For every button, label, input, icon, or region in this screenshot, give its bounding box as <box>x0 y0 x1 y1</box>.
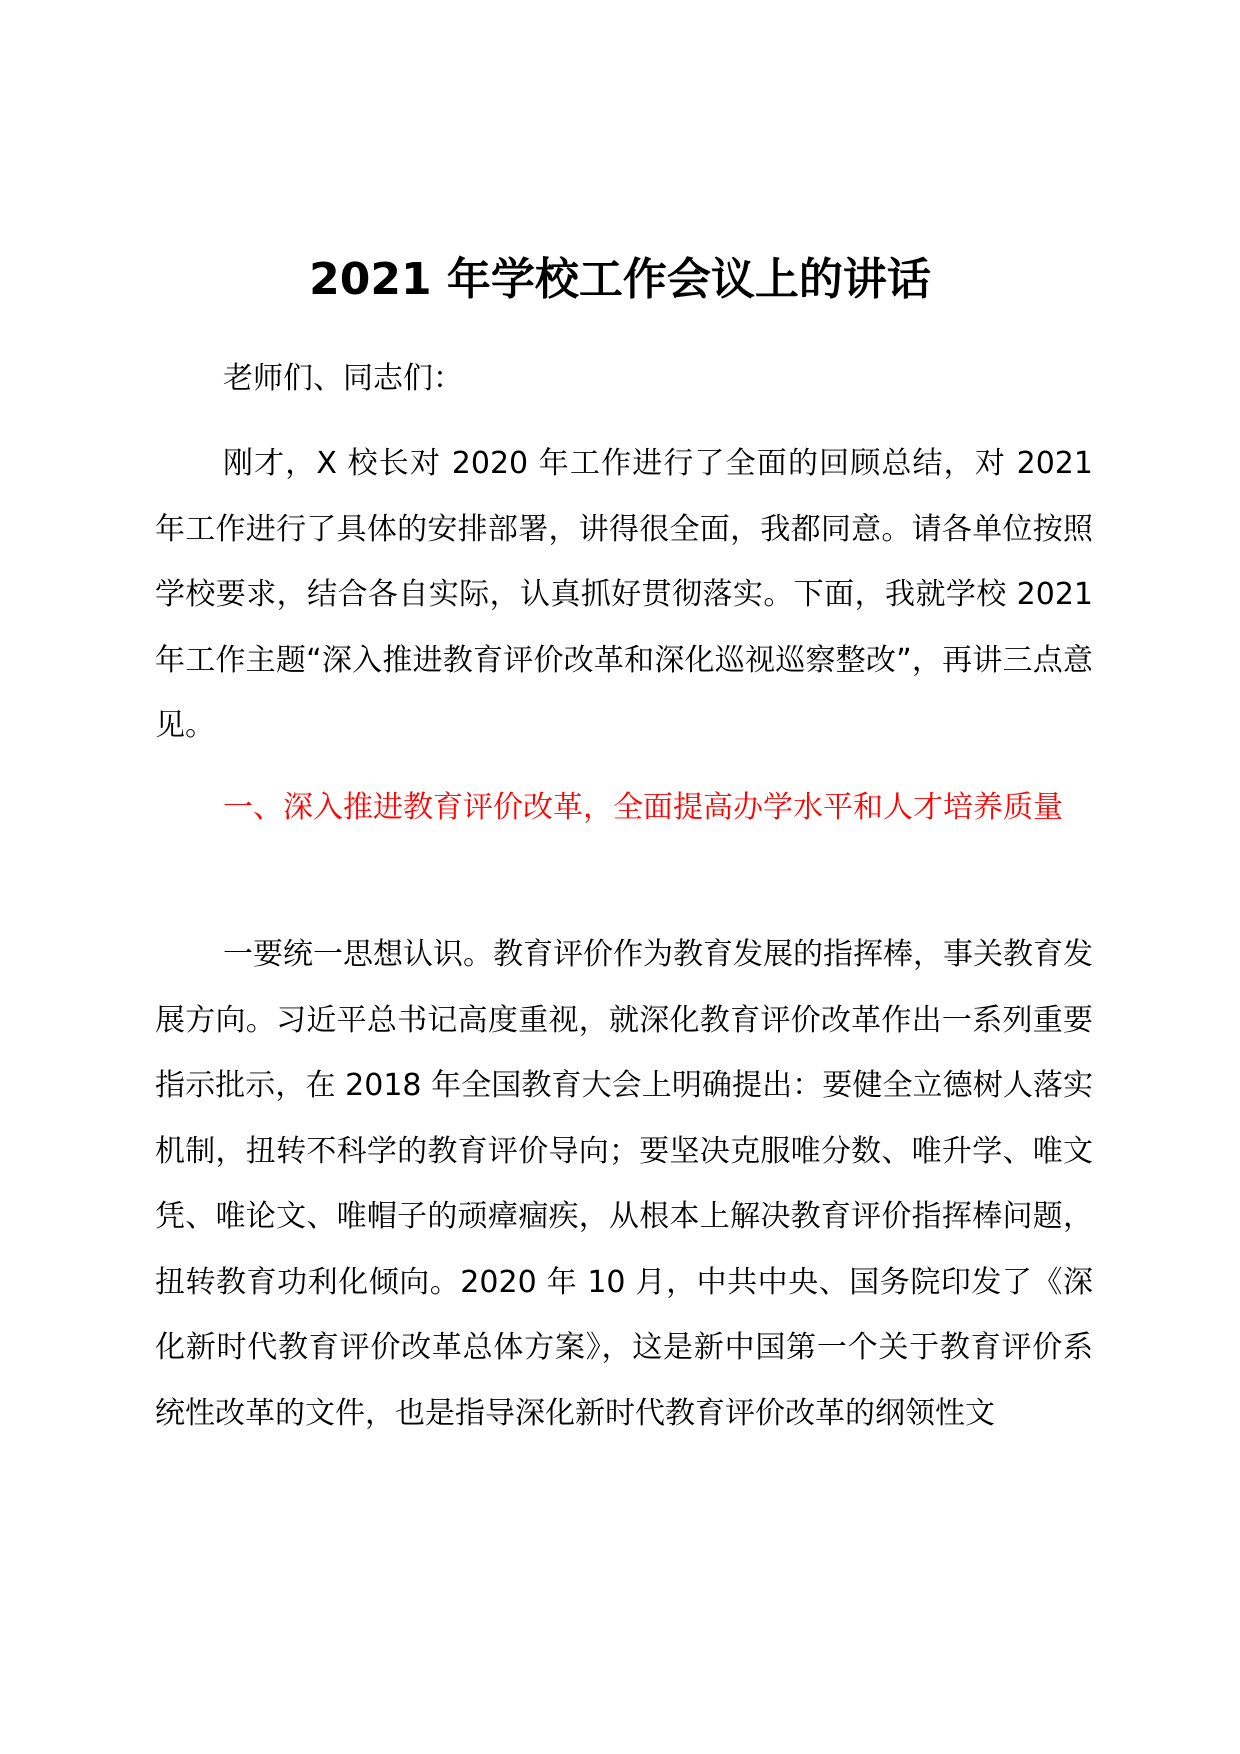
greeting: 老师们、同志们： <box>223 361 463 396</box>
section-heading-1: 一、深入推进教育评价改革，全面提高办学水平和人才培养质量 <box>223 790 1063 825</box>
paragraph-intro: 刚才，X 校长对 2020 年工作进行了全面的回顾总结，对 2021 年工作进行了具体的安排部署，讲得很全面，我都同意。请各单位按照学校要求，结合各自实际，认真抓好贯彻落实。下面，我就学校 2021 年工作主题“深入推进教育评价改革和深化巡视巡察整改”，再讲三点意见。 <box>155 446 1093 743</box>
document-title: 2021 年学校工作会议上的讲话 <box>309 254 931 305</box>
paragraph-unify-thinking: 一要统一思想认识。教育评价作为教育发展的指挥棒，事关教育发展方向。习近平总书记高度重视，就深化教育评价改革作出一系列重要指示批示，在 2018 年全国教育大会上明确提出：要健全立德树人落实机制，扭转不科学的教育评价导向；要坚决克服唯分数、唯升学、唯文凭、唯论文、唯帽子的顽瘴痼疾，从根本上解决教育评价指挥棒问题，扭转教育功利化倾向。2020 年 10 月，中共中央、国务院印发了《深化新时代教育评价改革总体方案》，这是新中国第一个关于教育评价系统性改革的文件，也是指导深化新时代教育评价改革的纲领性文 <box>155 937 1093 1431</box>
